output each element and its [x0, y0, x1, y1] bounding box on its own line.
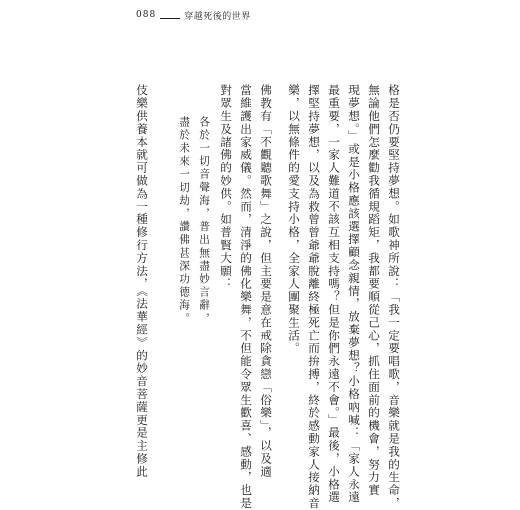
text-column: 樂，以無條件的愛支持小格，全家人團聚生活。	[287, 84, 301, 355]
text-column: 當維護出家威儀。然而，清淨的佛化樂舞，不但能令眾生歡喜、感動，也是	[239, 84, 253, 510]
text-column: 擇堅持夢想，以及為救曾曾爺爺脫離終極死亡而拚搏，終於感動家人接納音	[307, 84, 321, 510]
running-header	[136, 8, 251, 22]
book-title: 穿越死後的世界	[184, 11, 251, 22]
page-number: 088	[136, 10, 157, 20]
text-column: 佛教有「不觀聽歌舞」之說，但主要是意在戒除貪戀「俗樂」，以及適	[259, 84, 273, 479]
text-column: 伎樂供養本就可做為一種修行方法，《法華經》的妙音菩薩更是主修此	[135, 84, 149, 479]
text-column: 最重要，一家人難道不該互相支持嗎？但是你們永遠不會。」最後，小格選	[327, 84, 341, 504]
verse-line: 各於一切音聲海，普出無盡妙言辭，	[198, 116, 210, 326]
text-column: 對眾生及諸佛的妙供。如普賢大願：	[219, 84, 233, 291]
text-column: 現夢想。」或是小格應該選擇顧念親情，放棄夢想？小格吶喊：「家人永遠	[347, 84, 361, 504]
text-column: 無論他們怎麼勸我循規蹈矩，我都要順從己心，抓住面前的機會，努力實	[367, 84, 381, 497]
verse-line: 盡於未來一切劫，讚佛甚深功德海。	[178, 116, 190, 326]
header-rule	[160, 18, 180, 19]
text-column: 格是否仍要堅持夢想。如歌神所說：「我一定要唱歌，音樂就是我的生命，	[387, 84, 401, 510]
